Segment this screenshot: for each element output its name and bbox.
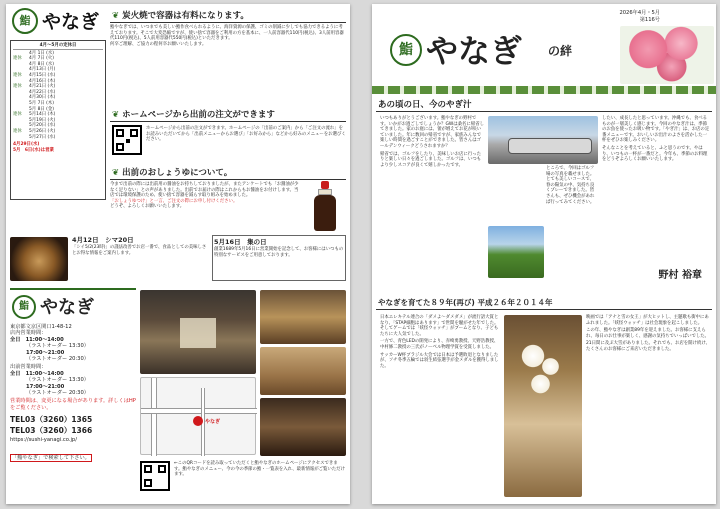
hours-line: （ラストオーダー 13:30） [26,377,89,384]
holiday-date: 5月26日 (火) [29,128,56,134]
history-section [376,296,712,310]
shop-name: やなぎ [40,297,94,318]
holiday-date: 4月16日 (木) [29,78,56,84]
soy-sauce-section [110,165,346,229]
map-pin-icon [193,416,203,426]
section-body2: 何卒ご理解、ご協力の程何卒お願いいたします。 [110,41,207,47]
hours-line: 17:00～21:00 [26,383,65,390]
interior-photo [260,398,346,456]
left-logo [12,7,112,37]
right-page [372,4,716,504]
issue-date: 2026年4月・5月 [619,10,660,16]
sec1-col1: いつもありがとうございます。鮨やなぎの野村です。いかがお過ごしでしょうか？GWは桑名に帰省してきました。家のお庭には、蕾が増えてお花が咲いていました。年に数回の帰省ですが、家族みんなで楽しい時間を過ごすことができました。皆さんはゴールデンウィークどうされますか？ 帰省では、ゴルフをしたり、美味しいお店に行ったりと楽しい日々を過ごしました。ゴルフは、いつもより少しスコアが良くて嬉しかったです。 [380,116,484,168]
leaf-icon: ❦ [112,110,123,120]
sec2-col2: 映画では「アナと雪の女王」が大ヒットし、主題歌も街中にあふれました。「妖怪ウォッチ」は社会現象を起こしました。 この年、鮨やなぎは創業89年を迎えました。お客様に支えられ、毎日のお仕事が楽しく、感謝の気持ちでいっぱいでした。 21日間に及ぶ大雪がありました。それでも、お店を開け続け、たくさんのお客様にご来店いただきました。 [586,315,710,352]
hours-line: （ラストオーダー 13:30） [26,343,89,350]
hours-line: （ラストオーダー 20:30） [26,390,89,397]
brand-name: やなぎ [426,32,523,70]
sushi-logo-icon: 鮨 [12,8,38,34]
shop-address: 東京都文京区関口1-48-12 [10,324,72,330]
yagi-soup-section [376,97,712,112]
storefront-photo [140,290,256,374]
qr-footer [140,459,346,499]
issue-number: 第116号 [639,17,660,23]
qr-code-icon[interactable] [112,125,142,155]
holiday-date: 5月 7日 (木) [29,100,54,106]
holiday-date: 4月13日 (月) [29,67,56,73]
leaf-icon: ❦ [112,11,123,21]
shop-info [10,288,136,500]
train-photo [488,116,598,164]
sushi-logo-icon: 鮨 [12,295,36,319]
hours-list [10,337,136,363]
section-body: ホームページから出前の注文ができます。ホームページの「出前のご案内」から「ご注文の流れ」をお読みいただいてから「出前メニューからお選び」「お好みから」などから好みのメニューをお選びください。 [146,126,346,143]
carnation-photo [620,26,714,84]
delivery-list [10,371,136,397]
search-note: 「鮨やなぎ」で検索して下さい。 [12,454,90,461]
masthead [372,4,716,86]
holiday-date: 5月 8日 (金) [29,106,54,112]
sec1-col3: したい、成長したと思っています。沖縄でも、食べるものが一層美しく感じます。今回のやなぎ汁は、季節のお魚を使ったお吸い物です。「やぎ汁」は、お店の定番メニューです。おいしいお出汁のよさを活かした一杯をぜひお楽しみください。 そんなことを考えていると、ふと思うのです。やはり、いつもの一杯が一番だと。今年も、季節のお料理をどうぞよろしくお願いいたします。 [602,116,710,163]
news-item-2 [212,235,346,281]
calendar-rows [13,51,103,141]
holiday-date: 4月21日 (火) [29,84,56,90]
brand-suffix: の絆 [548,44,573,58]
qr-code-icon[interactable] [140,461,170,491]
news-row [10,235,346,285]
hours-title: 店内営業時間： [10,330,47,337]
holiday-mark: 連休 [13,72,22,78]
holiday-date: 5月20日 (水) [29,123,56,129]
holiday-date: 4月30日 (木) [29,95,56,101]
section-title: ❦ ホームページから出前の注文ができます [110,107,346,122]
sushi-logo-icon: 鮨 [390,34,422,66]
map-label: やなぎ [205,419,221,425]
section-title: あの頃の日、今のやぎ汁 [376,97,712,112]
hours-line: （ラストオーダー 20:30） [26,356,89,363]
section-body3: どうぞ、よろしくお願いいたします。 [110,204,185,210]
holiday-date: 4月15日 (水) [29,72,56,78]
calendar-row [13,135,103,141]
news-title: 5月16日 集の日 [214,238,267,246]
soy-bottle-icon [310,181,340,233]
section-body: 鮨やなぎでは、いつまでも美しい鮨作食べられるように、海洋資源の保護、ゴミの削減に少しでも協力できるように考えております。そこで大変恐縮ですが、使い捨て容器をご利用の方を基本に、一人前容器代110円(税込)、3人前用容器代110円(税込)、5人前用容器代550円(税込)といただきます。 [110,25,344,42]
section-title: ❦ 出前のおしょうゆについて。 [110,165,346,180]
sec2-col1: 日本エレキテル連合の「ダメよ～ダメダメ」が流行語大賞となり、「STAP細胞はあります」で世間を騒がせた年でした。そしてゲームでは「妖怪ウォッチ」がブームとなり、子どもたちに大人気でした。 一方で、青色LEDの開発により、赤崎勇教授、天野浩教授、中村修二教授の三氏がノーベル物理学賞を受賞しました。 サッカーW杯ブラジル大会では日本は予選敗退となりましたが、ソチ冬季五輪では羽生結弦選手が金メダルを獲得しました。 [380,315,499,369]
holiday-mark [13,135,29,141]
news-item-1 [72,235,208,256]
sec1-col2: ところで、今回はゴルフ場の写真を載せました。とても美しいコースで、春の陽気の中、気持ち良くプレーできました。皆さんも、ぜひ機会があれば行ってみてください。 [546,166,595,205]
shop-logo [10,290,136,324]
web-order-section [110,107,346,143]
counter-photo [260,290,346,344]
decorative-border [372,86,716,94]
holiday-date: 5月14日 (木) [29,112,56,118]
qr-note: ←このQRコードを読み取っていただくと鮨やなぎのホームページにアクセスできます。鮨やなぎのメニュー、今の今の季節の鮨・一覧表を入れ、最新情報がご覧いただけます。 [174,461,345,478]
holiday-date: 4月 7日 (火) [29,56,54,62]
container-fee-section [110,8,346,47]
hours-line: 全日 11:00～14:00 [10,370,64,377]
hours-line: 17:00～21:00 [26,349,65,356]
section-title: ❦ 炭火焼で容器は有料になります。 [110,8,346,23]
holiday-date: 5月19日 (火) [29,117,56,123]
access-map[interactable] [140,377,256,455]
soup-photo [10,237,68,281]
section-body2: 「おしょうゆつけ」と一言、ご注文の際にお申し付けください。 [110,198,238,204]
flower-arrangement-photo [504,315,582,497]
leaf-icon: ❦ [112,168,123,178]
holiday-mark: 連休 [13,128,22,134]
website-url[interactable]: https://sushi-yanagi.co.jp/ [10,437,77,444]
holiday-date: 4月 8日 (水) [29,61,54,67]
section-body: 今まで出前の際には出前用の醤油をお持ちしておりましたが、またアンケートでも「お醤油が少なく足りない」との声がありました。出前でお届けの際はこれからもお醤油をお付けします。当店では環境保護のため、使い捨て容器を減らす取り組みを始めました。 [110,182,299,199]
holiday-date: 4月 1日 (水) [29,50,54,56]
tel-2[interactable]: TEL03（3260）1366 [10,426,93,436]
holiday-calendar [10,40,106,200]
tel-1[interactable]: TEL03（3260）1365 [10,415,93,425]
holiday-date: 5月27日 (水) [29,134,56,140]
holiday-mark: 連休 [13,56,22,62]
holiday-mark: 連休 [13,84,22,90]
tatami-room-photo [260,347,346,395]
left-page [6,4,350,504]
news-body: 「シイ5/2(23時)」の謹法改善でお店一番で、食品としての美味しさとお得な情報をご案内します。 [72,245,207,256]
news-body: 創業1689年5月16日に営業開始を記念して、お客様にはいつもの特別なサービスをご用意しております。 [214,247,344,258]
brand-name: やなぎ [42,11,100,33]
delivery-title: 出前営業時間： [10,364,47,371]
holiday-mark: 連休 [13,112,22,118]
calendar-title: 4月～5月の定休日 [13,43,103,50]
golf-course-photo [488,226,544,278]
news-title: 4月12日 シマ20日 [72,236,134,244]
section-title: やなぎを育てた８９年(再び) 平成２６年２０１４年 [376,296,712,310]
holiday-date: 4月22日 (水) [29,89,56,95]
calendar-note2: 5月 6日(水)は営業 [13,147,54,153]
hours-line: 全日 11:00～14:00 [10,336,64,343]
calendar-note1: 4月29日(水) [13,142,40,148]
signature: 野村 裕章 [658,270,702,281]
hours-notice: 営業時間は、変更になる場合があります。詳しくはHPをご覧ください。 [10,398,136,411]
